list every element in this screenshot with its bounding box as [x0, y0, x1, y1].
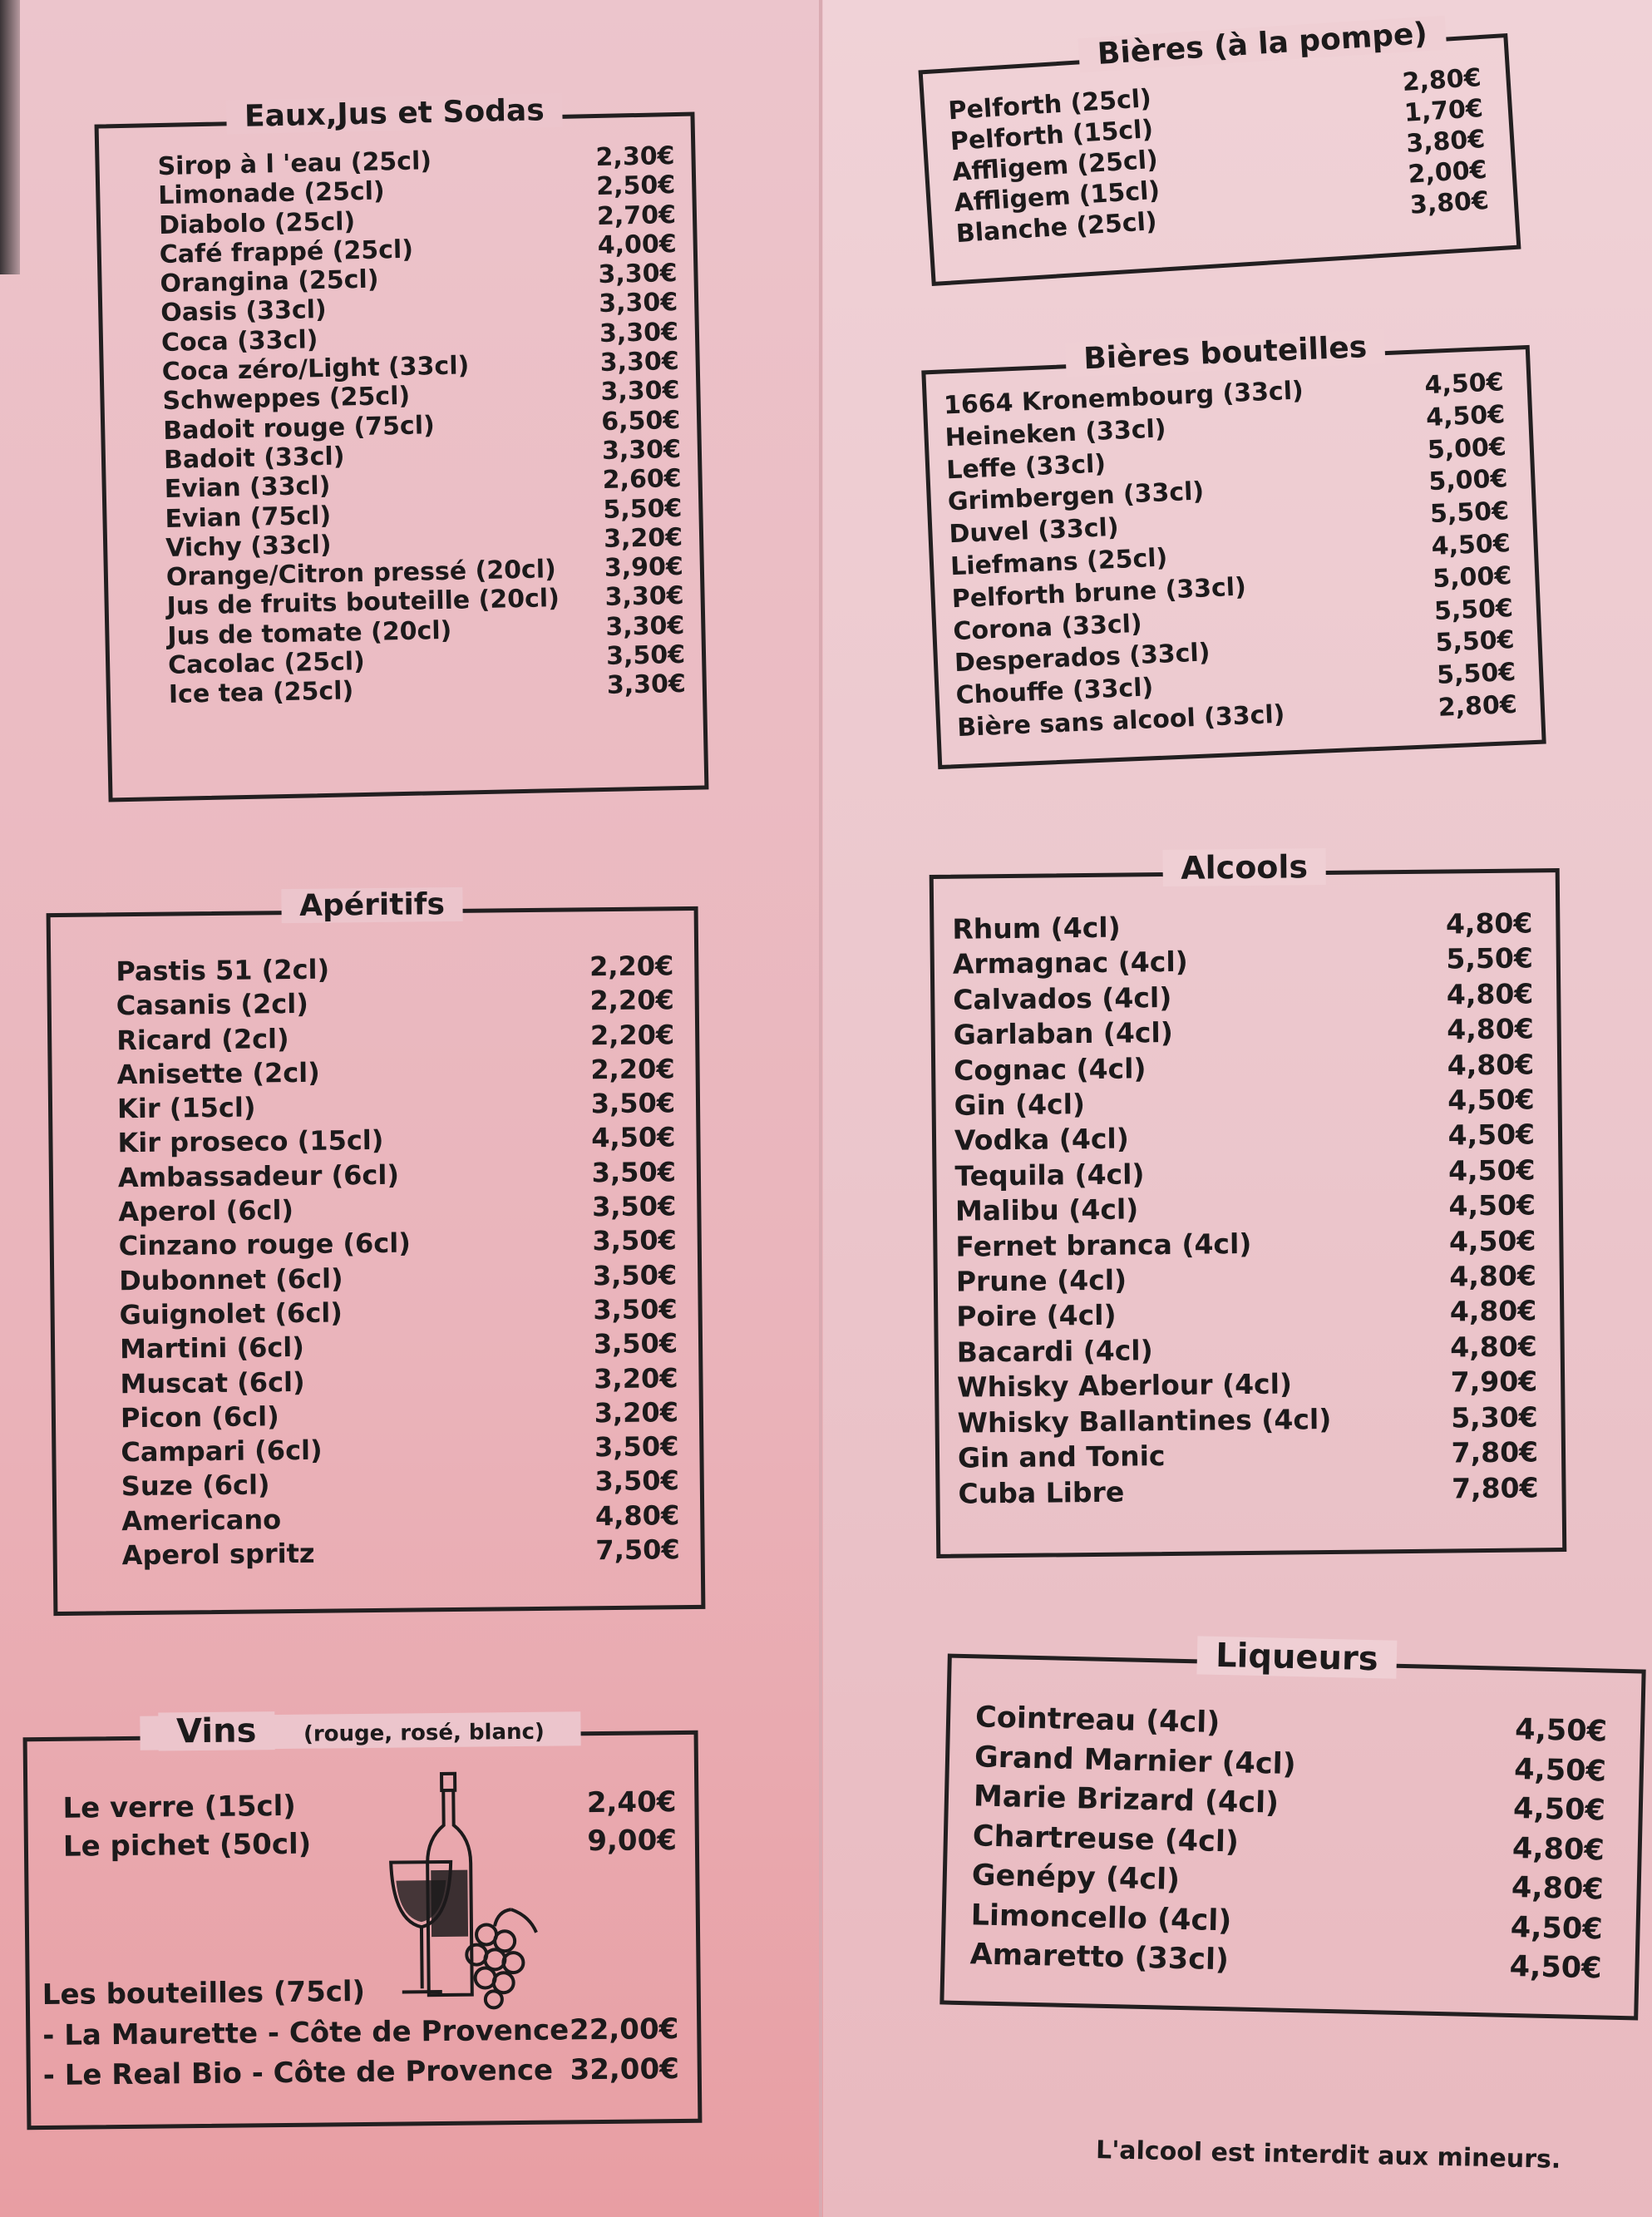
- menu-item: [121, 1464, 679, 1504]
- menu-item: [121, 1499, 679, 1538]
- item-name: Evian (75cl): [165, 501, 332, 534]
- item-price: 2,70€: [596, 200, 677, 231]
- item-price: 3,30€: [599, 347, 680, 378]
- item-name: Le verre (15cl): [62, 1789, 297, 1825]
- menu-item: [952, 906, 1532, 947]
- menu-item: [116, 1018, 674, 1058]
- item-name: Guignolet (6cl): [119, 1296, 343, 1331]
- item-price: 4,80€: [1447, 1048, 1535, 1082]
- item-name: Armagnac (4cl): [952, 946, 1188, 981]
- item-price: 5,00€: [1428, 464, 1509, 497]
- item-name: Kir (15cl): [116, 1091, 256, 1125]
- item-price: 4,80€: [1447, 1012, 1534, 1046]
- section-title: Vins: [158, 1711, 275, 1750]
- item-name: Poire (4cl): [956, 1299, 1117, 1334]
- item-price: 3,50€: [593, 1293, 678, 1326]
- menu-item: [119, 1224, 677, 1264]
- menu-item: [955, 1188, 1536, 1230]
- footer-note: L'alcool est interdit aux mineurs.: [1095, 2136, 1561, 2175]
- item-price: 4,50€: [1510, 1910, 1604, 1946]
- item-name: Chouffe (33cl): [954, 673, 1154, 711]
- item-name: Orange/Citron pressé (20cl): [165, 555, 557, 593]
- item-name: 1664 Kronembourg (33cl): [943, 376, 1304, 421]
- item-price: 3,50€: [590, 1087, 676, 1120]
- item-name: Aperol (6cl): [118, 1194, 294, 1228]
- menu-item: [954, 1047, 1534, 1089]
- item-name: Vodka (4cl): [954, 1122, 1129, 1158]
- menu-item: [116, 1052, 674, 1092]
- section-bieres-pompe: [919, 17, 1521, 286]
- item-name: Affligem (25cl): [951, 145, 1159, 188]
- item-price: 5,00€: [1432, 560, 1512, 594]
- item-name: Pelforth (25cl): [947, 84, 1152, 126]
- item-name: Prune (4cl): [955, 1263, 1127, 1298]
- item-name: Orangina (25cl): [160, 264, 379, 299]
- item-name: Vichy (33cl): [165, 530, 332, 563]
- item-price: 4,50€: [1513, 1752, 1607, 1789]
- item-price: 7,80€: [1451, 1470, 1539, 1504]
- section-title: Apéritifs: [281, 887, 463, 923]
- item-name: Leffe (33cl): [945, 448, 1107, 485]
- item-name: Cointreau (4cl): [974, 1701, 1221, 1740]
- item-price: 4,80€: [594, 1499, 680, 1533]
- section-eaux: [95, 93, 709, 802]
- item-name: Coca zéro/Light (33cl): [161, 351, 470, 388]
- item-name: Bière sans alcool (33cl): [956, 699, 1286, 743]
- item-price: 2,40€: [586, 1785, 677, 1820]
- item-price: 3,20€: [603, 522, 683, 554]
- item-price: 2,30€: [595, 141, 675, 173]
- item-price: 5,50€: [1433, 593, 1514, 626]
- menu-item: [116, 949, 673, 989]
- menu-item: [958, 1470, 1538, 1512]
- menu-item: [118, 1155, 676, 1195]
- item-name: Suze (6cl): [121, 1469, 270, 1503]
- menu-item: [43, 2049, 679, 2096]
- menu-item: [119, 1258, 677, 1298]
- item-name: Cuba Libre: [958, 1475, 1125, 1510]
- item-list: [99, 141, 703, 711]
- item-name: Aperol spritz: [121, 1537, 315, 1572]
- item-name: Muscat (6cl): [120, 1365, 305, 1400]
- item-price: 5,50€: [1434, 625, 1516, 659]
- item-price: 4,50€: [1448, 1188, 1536, 1222]
- item-name: Desperados (33cl): [954, 638, 1211, 679]
- item-price: 3,50€: [591, 1155, 677, 1189]
- item-price: 4,80€: [1449, 1259, 1537, 1293]
- item-price: 3,50€: [591, 1190, 677, 1223]
- item-price: 3,80€: [1405, 124, 1487, 159]
- menu-item: [120, 1361, 678, 1401]
- item-price: 5,30€: [1450, 1400, 1538, 1434]
- item-name: Affligem (15cl): [953, 175, 1161, 219]
- item-price: 3,50€: [594, 1430, 679, 1464]
- item-price: 4,50€: [1447, 1153, 1536, 1188]
- item-name: Picon (6cl): [120, 1400, 279, 1434]
- item-name: Ricard (2cl): [116, 1022, 289, 1056]
- bottle-list: [30, 2009, 698, 2096]
- menu-item: [956, 1258, 1536, 1300]
- item-price: 4,50€: [1509, 1949, 1602, 1986]
- item-name: Gin and Tonic: [957, 1439, 1166, 1474]
- item-price: 32,00€: [570, 2052, 679, 2087]
- item-list: [27, 1783, 695, 1866]
- item-name: Genépy (4cl): [971, 1859, 1181, 1897]
- menu-item: [954, 1153, 1535, 1194]
- section-title: Eaux,Jus et Sodas: [226, 93, 563, 134]
- item-name: Le pichet (50cl): [62, 1827, 312, 1864]
- item-name: Amaretto (33cl): [969, 1938, 1230, 1978]
- item-price: 4,50€: [591, 1121, 676, 1154]
- item-name: Limoncello (4cl): [970, 1898, 1232, 1938]
- menu-item: [121, 1533, 679, 1573]
- item-price: 4,50€: [1447, 1118, 1536, 1152]
- item-name: Tequila (4cl): [954, 1158, 1145, 1192]
- section-title: Alcools: [1162, 848, 1326, 886]
- item-price: 3,80€: [1408, 185, 1490, 220]
- item-name: Ambassadeur (6cl): [117, 1158, 400, 1194]
- item-price: 3,30€: [604, 581, 684, 613]
- menu-item: [121, 1395, 678, 1435]
- section-title: Bières (à la pompe): [1078, 16, 1447, 73]
- menu-item: [116, 984, 674, 1024]
- item-price: 3,30€: [598, 288, 678, 319]
- item-name: Diabolo (25cl): [158, 206, 356, 240]
- item-name: Badoit (33cl): [163, 442, 345, 475]
- item-name: - La Maurette - Côte de Provence: [42, 2013, 570, 2053]
- item-price: 9,00€: [587, 1824, 678, 1859]
- menu-item: [957, 1400, 1537, 1441]
- item-price: 5,50€: [1429, 496, 1510, 530]
- bottles-label: Les bouteilles (75cl): [42, 1974, 366, 2012]
- item-price: 3,90€: [604, 552, 684, 584]
- menu-item: [119, 1292, 677, 1332]
- item-list: [944, 1698, 1640, 1990]
- item-name: Badoit rouge (75cl): [162, 410, 436, 446]
- item-price: 2,20€: [589, 1018, 675, 1051]
- item-name: Jus de fruits bouteille (20cl): [166, 584, 560, 622]
- item-price: 3,50€: [592, 1224, 677, 1257]
- item-name: Anisette (2cl): [116, 1056, 320, 1091]
- item-price: 3,50€: [592, 1258, 678, 1291]
- item-list: [925, 61, 1515, 251]
- item-price: 5,50€: [1436, 658, 1516, 691]
- item-price: 5,50€: [603, 493, 683, 525]
- item-price: 3,30€: [605, 610, 685, 642]
- item-price: 4,80€: [1446, 977, 1534, 1011]
- item-name: Whisky Aberlour (4cl): [956, 1367, 1293, 1404]
- section-title: Liqueurs: [1197, 1636, 1397, 1678]
- item-price: 7,90€: [1450, 1365, 1538, 1399]
- menu-item: [957, 1329, 1537, 1370]
- item-name: Malibu (4cl): [954, 1192, 1139, 1227]
- item-name: Whisky Ballantines (4cl): [957, 1402, 1332, 1439]
- fold-line: [819, 0, 822, 2217]
- item-name: Campari (6cl): [121, 1434, 323, 1469]
- item-price: 3,50€: [594, 1464, 679, 1498]
- item-price: 2,50€: [595, 170, 676, 202]
- item-price: 3,30€: [606, 669, 687, 701]
- item-list: [934, 906, 1562, 1512]
- item-price: 7,80€: [1451, 1435, 1539, 1469]
- item-price: 4,00€: [597, 229, 678, 260]
- item-name: Grand Marnier (4cl): [974, 1740, 1297, 1781]
- item-price: 6,50€: [600, 405, 681, 437]
- item-name: Liefmans (25cl): [949, 543, 1168, 582]
- item-name: Sirop à l 'eau (25cl): [157, 146, 432, 182]
- item-name: Dubonnet (6cl): [119, 1262, 343, 1296]
- item-name: Limonade (25cl): [158, 176, 386, 211]
- item-name: Pelforth brune (33cl): [951, 572, 1247, 615]
- item-price: 4,80€: [1511, 1831, 1605, 1868]
- section-aperitifs: [47, 887, 706, 1616]
- section-alcools: [930, 848, 1567, 1558]
- item-name: Cognac (4cl): [953, 1051, 1147, 1087]
- item-name: Evian (33cl): [164, 472, 331, 505]
- menu-item: [42, 2009, 678, 2056]
- item-price: 2,20€: [590, 1053, 675, 1086]
- item-name: Schweppes (25cl): [162, 382, 411, 417]
- item-name: Fernet branca (4cl): [955, 1227, 1252, 1263]
- menu-item: [954, 1118, 1535, 1159]
- menu-item: [958, 1434, 1538, 1476]
- item-price: 4,50€: [1448, 1224, 1536, 1258]
- item-name: Corona (33cl): [952, 609, 1143, 646]
- item-price: 4,80€: [1445, 906, 1533, 941]
- item-price: 2,60€: [602, 464, 682, 496]
- item-name: Blanche (25cl): [954, 206, 1158, 249]
- item-name: Jus de tomate (20cl): [167, 615, 452, 651]
- item-name: Ice tea (25cl): [168, 676, 354, 710]
- section-bieres-bouteilles: [921, 330, 1546, 769]
- menu-item: [954, 1012, 1534, 1054]
- item-price: 4,50€: [1431, 529, 1511, 562]
- item-name: Pelforth (15cl): [949, 114, 1155, 157]
- menu-item: [117, 1086, 675, 1126]
- item-price: 3,30€: [600, 376, 680, 407]
- item-price: 4,80€: [1449, 1294, 1537, 1328]
- section-liqueurs: [939, 1636, 1645, 2021]
- item-name: Calvados (4cl): [953, 980, 1172, 1016]
- item-price: 5,50€: [1446, 941, 1534, 975]
- page-edge: [0, 0, 20, 274]
- menu-item: [118, 1189, 676, 1229]
- item-name: Garlaban (4cl): [953, 1016, 1174, 1051]
- section-subtitle: (rouge, rosé, blanc): [285, 1719, 563, 1746]
- wine-bottle-glass-icon: [385, 1769, 595, 2012]
- item-price: 4,80€: [1450, 1330, 1537, 1364]
- item-price: 2,80€: [1401, 63, 1482, 97]
- item-list: [51, 949, 701, 1573]
- item-price: 4,80€: [1511, 1870, 1605, 1907]
- item-price: 5,00€: [1427, 432, 1507, 465]
- item-name: - Le Real Bio - Côte de Provence: [42, 2053, 554, 2093]
- item-name: Chartreuse (4cl): [972, 1819, 1240, 1859]
- menu-item: [953, 941, 1533, 983]
- menu-item: [117, 1121, 675, 1161]
- item-name: Kir proseco (15cl): [117, 1124, 384, 1159]
- menu-item: [956, 1294, 1536, 1336]
- item-name: Gin (4cl): [954, 1088, 1086, 1122]
- menu-item: [957, 1365, 1537, 1406]
- item-price: 4,50€: [1512, 1792, 1606, 1828]
- item-price: 3,30€: [601, 434, 682, 466]
- item-name: Pastis 51 (2cl): [116, 953, 330, 988]
- item-price: 4,50€: [1425, 400, 1506, 432]
- item-price: 2,00€: [1407, 155, 1488, 190]
- item-name: Heineken (33cl): [944, 414, 1167, 453]
- section-title: Bières bouteilles: [1065, 329, 1386, 377]
- item-price: 22,00€: [569, 2012, 679, 2047]
- item-name: Oasis (33cl): [160, 295, 328, 328]
- item-name: Casanis (2cl): [116, 988, 309, 1022]
- item-price: 2,20€: [589, 950, 674, 983]
- item-name: Coca (33cl): [160, 324, 318, 358]
- menu-item: [953, 976, 1533, 1018]
- item-name: Grimbergen (33cl): [947, 476, 1205, 517]
- item-name: Café frappé (25cl): [159, 235, 414, 269]
- item-price: 3,50€: [593, 1327, 678, 1360]
- item-price: 4,50€: [1423, 368, 1505, 401]
- item-name: Marie Brizard (4cl): [973, 1780, 1280, 1820]
- menu-item: [954, 1082, 1534, 1123]
- item-price: 3,20€: [594, 1396, 679, 1429]
- section-vins: [23, 1711, 703, 2130]
- item-name: Duvel (33cl): [948, 512, 1120, 550]
- item-price: 4,50€: [1514, 1713, 1608, 1749]
- item-name: Rhum (4cl): [952, 911, 1121, 946]
- menu-item: [121, 1429, 678, 1469]
- menu-item: [955, 1223, 1536, 1265]
- item-price: 3,30€: [598, 259, 678, 290]
- item-list: [926, 366, 1541, 746]
- item-price: 3,30€: [599, 317, 679, 348]
- item-price: 2,20€: [589, 984, 674, 1017]
- item-name: Martini (6cl): [119, 1331, 305, 1365]
- item-price: 2,80€: [1437, 689, 1518, 723]
- item-price: 1,70€: [1403, 94, 1484, 128]
- item-price: 7,50€: [595, 1533, 680, 1567]
- item-price: 3,50€: [605, 639, 686, 671]
- item-name: Americano: [121, 1503, 282, 1537]
- menu-item: [120, 1326, 678, 1366]
- item-price: 4,50€: [1447, 1083, 1535, 1117]
- item-name: Bacardi (4cl): [956, 1334, 1153, 1369]
- item-price: 3,20€: [594, 1361, 678, 1395]
- item-name: Cinzano rouge (6cl): [118, 1227, 412, 1262]
- item-name: Cacolac (25cl): [167, 647, 366, 680]
